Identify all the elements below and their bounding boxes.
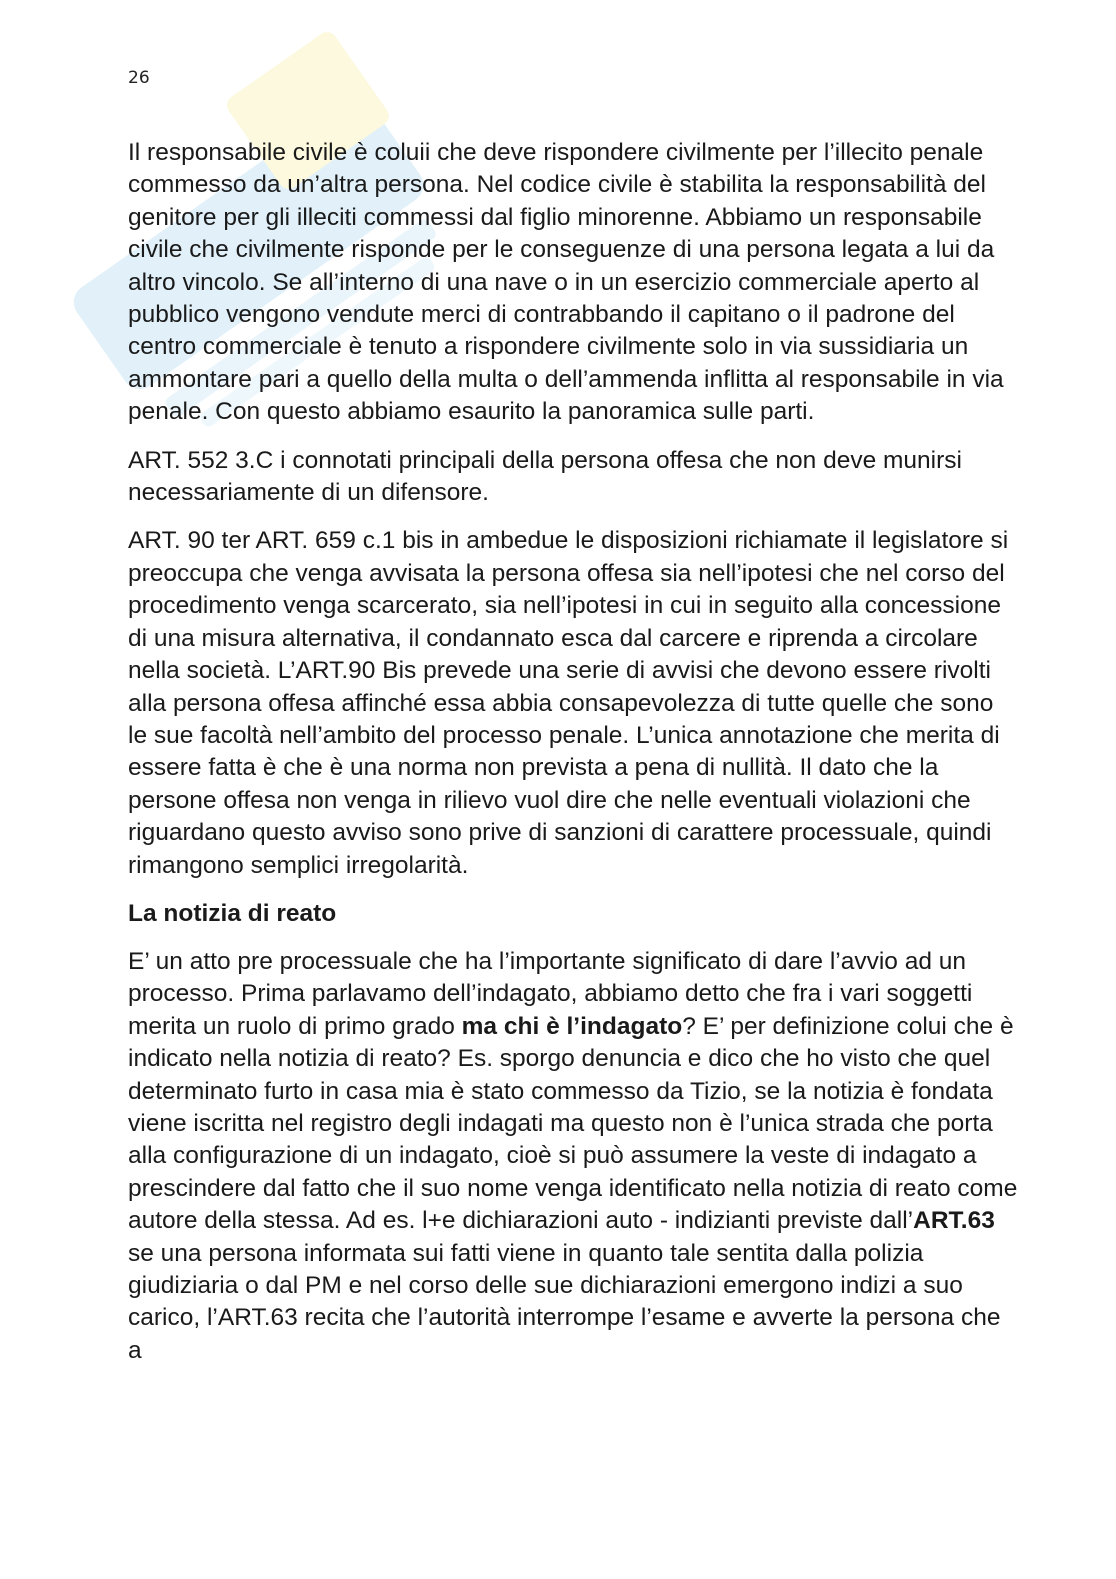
bold-text-run: ma chi è l’indagato (461, 1012, 683, 1040)
text-run: ? E’ per definizione colui che è indicato nella notizia di reato? Es. sporgo denuncia e dico che ho visto che quel determinato furto in casa mia è stato commesso da Tizio, se la notizia è fondata viene iscritta nel registro degli indagati ma questo non è l’unica strada che porta alla configurazione di un indagato, cioè si può assumere la veste di indagato a prescindere dal fatto che il suo nome venga identificato nella notizia di reato come autore della stessa. Ad es. l+e dichiarazioni auto - indizianti previste dall’ (128, 1012, 1018, 1235)
paragraph-art-552: ART. 552 3.C i connotati principali della persona offesa che non deve munirsi necessariamente di un difensore. (128, 446, 962, 507)
text-run: se una persona informata sui fatti viene in quanto tale sentita dalla polizia giudiziaria o dal PM e nel corso delle sue dichiarazioni emergono indizi a suo carico, l’ART.63 recita che l’autorità interrompe l’esame e avverte la persona che a (128, 1239, 1001, 1364)
paragraph-notizia-di-reato (128, 946, 1018, 1367)
page-number: 26 (128, 68, 150, 88)
paragraph-art-90-ter: ART. 90 ter ART. 659 c.1 bis in ambedue le disposizioni richiamate il legislatore si preoccupa che venga avvisata la persona offesa sia nell’ipotesi che nel corso del procedimento venga scarcerato, sia nell’ipotesi in cui in seguito alla concessione di una misura alternativa, il condannato esca dal carcere e riprenda a circolare nella società. L’ART.90 Bis prevede una serie di avvisi che devono essere rivolti alla persona offesa affinché essa abbia consapevolezza di tutte quelle che sono le sue facoltà nell’ambito del processo penale. L’unica annotazione che merita di essere fatta è che è una norma non prevista a pena di nullità. Il dato che la persone offesa non venga in rilievo vuol dire che nelle eventuali violazioni che riguardano questo avviso sono prive di sanzioni di carattere processuale, quindi rimangono semplici irregolarità. (128, 527, 1009, 879)
paragraph-responsabile-civile: Il responsabile civile è coluii che deve rispondere civilmente per l’illecito penale commesso da un’altra persona. Nel codice civile è stabilita la responsabilità del genitore per gli illeciti commessi dal figlio minorenne. Abbiamo un responsabile civile che civilmente risponde per le conseguenze di una persona legata a lui da altro vincolo. Se all’interno di una nave o in un esercizio commerciale aperto al pubblico vengono vendute merci di contrabbando il capitano o il padrone del centro commerciale è tenuto a rispondere civilmente solo in via sussidiaria un ammontare pari a quello della multa o dell’ammenda inflitta al responsabile in via penale. Con questo abbiamo esaurito la panoramica sulle parti. (128, 139, 1004, 426)
section-heading: La notizia di reato (128, 899, 337, 927)
document-body (128, 137, 1018, 1383)
text-run: E’ un atto pre processuale che ha l’importante significato di dare l’avvio ad un processo. Prima parlavamo dell’indagato, abbiamo detto che fra i vari soggetti merita un ruolo di primo grado (128, 947, 973, 1040)
bold-text-run: ART.63 (913, 1207, 995, 1235)
